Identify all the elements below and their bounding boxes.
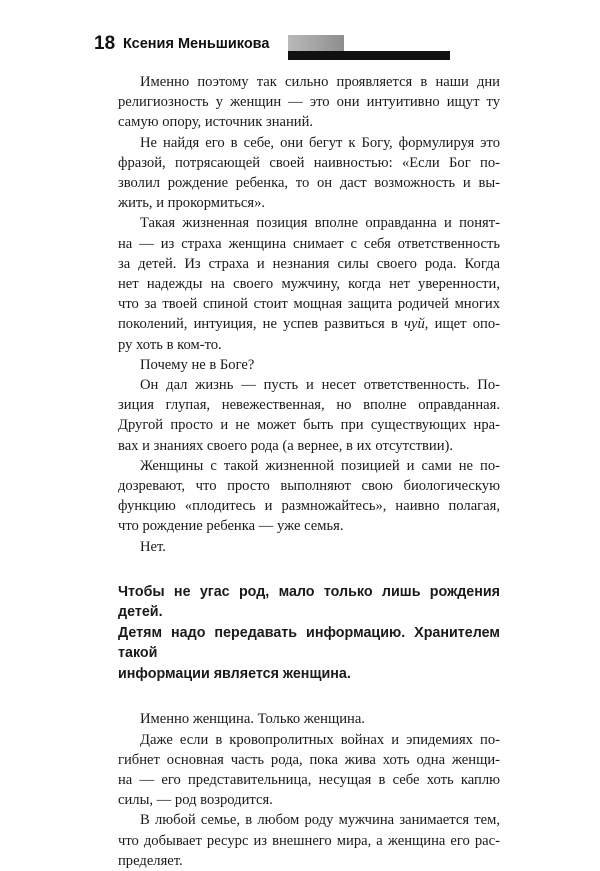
paragraph (118, 355, 500, 375)
spacer (118, 684, 500, 709)
text-fragment: , ищет опо- (424, 316, 500, 333)
text-line: зволил рождение ребенка, то он даст возможность и вы- (118, 175, 500, 192)
text-line: на — из страха женщина снимает с себя ответственность (118, 235, 500, 252)
text-line: что рождение ребенка — уже семья. (118, 518, 344, 535)
text-line: самую опору, источник знаний. (118, 114, 314, 131)
text-line (118, 314, 500, 334)
text-line: фразой, потрясающей своей наивностью: «Если Бог по- (118, 154, 500, 171)
text-line: информации является женщина. (118, 665, 351, 682)
paragraph (118, 456, 500, 537)
text-line: что за твоей спиной стоит мощная защита родичей многих (118, 296, 500, 313)
text-line: гибнет основная часть рода, пока жива хоть одна женщи- (118, 751, 500, 768)
paragraph (118, 213, 500, 354)
paragraph (118, 709, 500, 729)
paragraph (118, 730, 500, 811)
text-line: силы, — род возродится. (118, 792, 273, 809)
italic-word: чуй (404, 316, 425, 333)
text-line: за детей. Из страха и незнания силы своего рода. Когда (118, 255, 500, 272)
text-line: нет надежды на своего мужчину, когда нет уверенности, (118, 276, 500, 293)
text-line: Он дал жизнь — пусть и несет ответственность. По- (140, 377, 500, 394)
running-header (82, 31, 452, 61)
text-line: Детям надо передавать информацию. Хранителем такой (118, 624, 500, 662)
text-line: Такая жизненная позиция вполне оправданна и понят- (140, 215, 500, 232)
text-line: зиция глупая, невежественная, но вполне оправданная. (118, 397, 500, 414)
text-line: Почему не в Боге? (140, 356, 255, 373)
header-shade-block (288, 35, 344, 51)
spacer (118, 557, 500, 582)
text-line: вах и знаниях своего рода (а вернее, в их отсутствии). (118, 437, 454, 454)
author-name: Ксения Меньшикова (123, 36, 270, 52)
paragraph (118, 537, 500, 557)
text-line: Другой просто и не может быть при существующих нра- (118, 417, 500, 434)
text-line: В любой семье, в любом роду мужчина занимается тем, (140, 812, 500, 829)
body-text (118, 72, 500, 871)
text-line: что добывает ресурс из внешнего мира, а женщина его рас- (118, 832, 500, 849)
text-line: религиозность у женщин — это они интуитивно ищут ту (118, 94, 500, 111)
text-line: Даже если в кровопролитных войнах и эпидемиях по- (140, 731, 500, 748)
text-line: Не найдя его в себе, они бегут к Богу, формулируя это (140, 134, 500, 151)
text-line: пределяет. (118, 852, 183, 869)
text-line: Женщины с такой жизненной позицией и сами не по- (140, 457, 500, 474)
header-rule-bar (288, 51, 450, 60)
paragraph (118, 133, 500, 214)
text-line: ру хоть в ком-то. (118, 336, 222, 353)
text-line: Именно поэтому так сильно проявляется в наши дни (140, 74, 500, 90)
paragraph (118, 810, 500, 871)
text-line: дозревают, что просто выполняют свою биологическую (118, 478, 500, 495)
text-line: Чтобы не угас род, мало только лишь рождения детей. (118, 583, 500, 621)
page-number: 18 (94, 33, 116, 54)
text-line: на — его представительница, несущая в себе хоть каплю (118, 771, 500, 788)
text-line: Именно женщина. Только женщина. (140, 711, 365, 728)
text-line: Нет. (140, 538, 166, 555)
paragraph (118, 375, 500, 456)
text-line: функцию «плодитесь и размножайтесь», наивно полагая, (118, 498, 500, 515)
text-line: жить, и прокормиться». (118, 195, 266, 212)
highlighted-statement (118, 582, 500, 685)
text-fragment: поколений, интуиция, не успев развиться в (118, 316, 398, 333)
paragraph (118, 72, 500, 133)
